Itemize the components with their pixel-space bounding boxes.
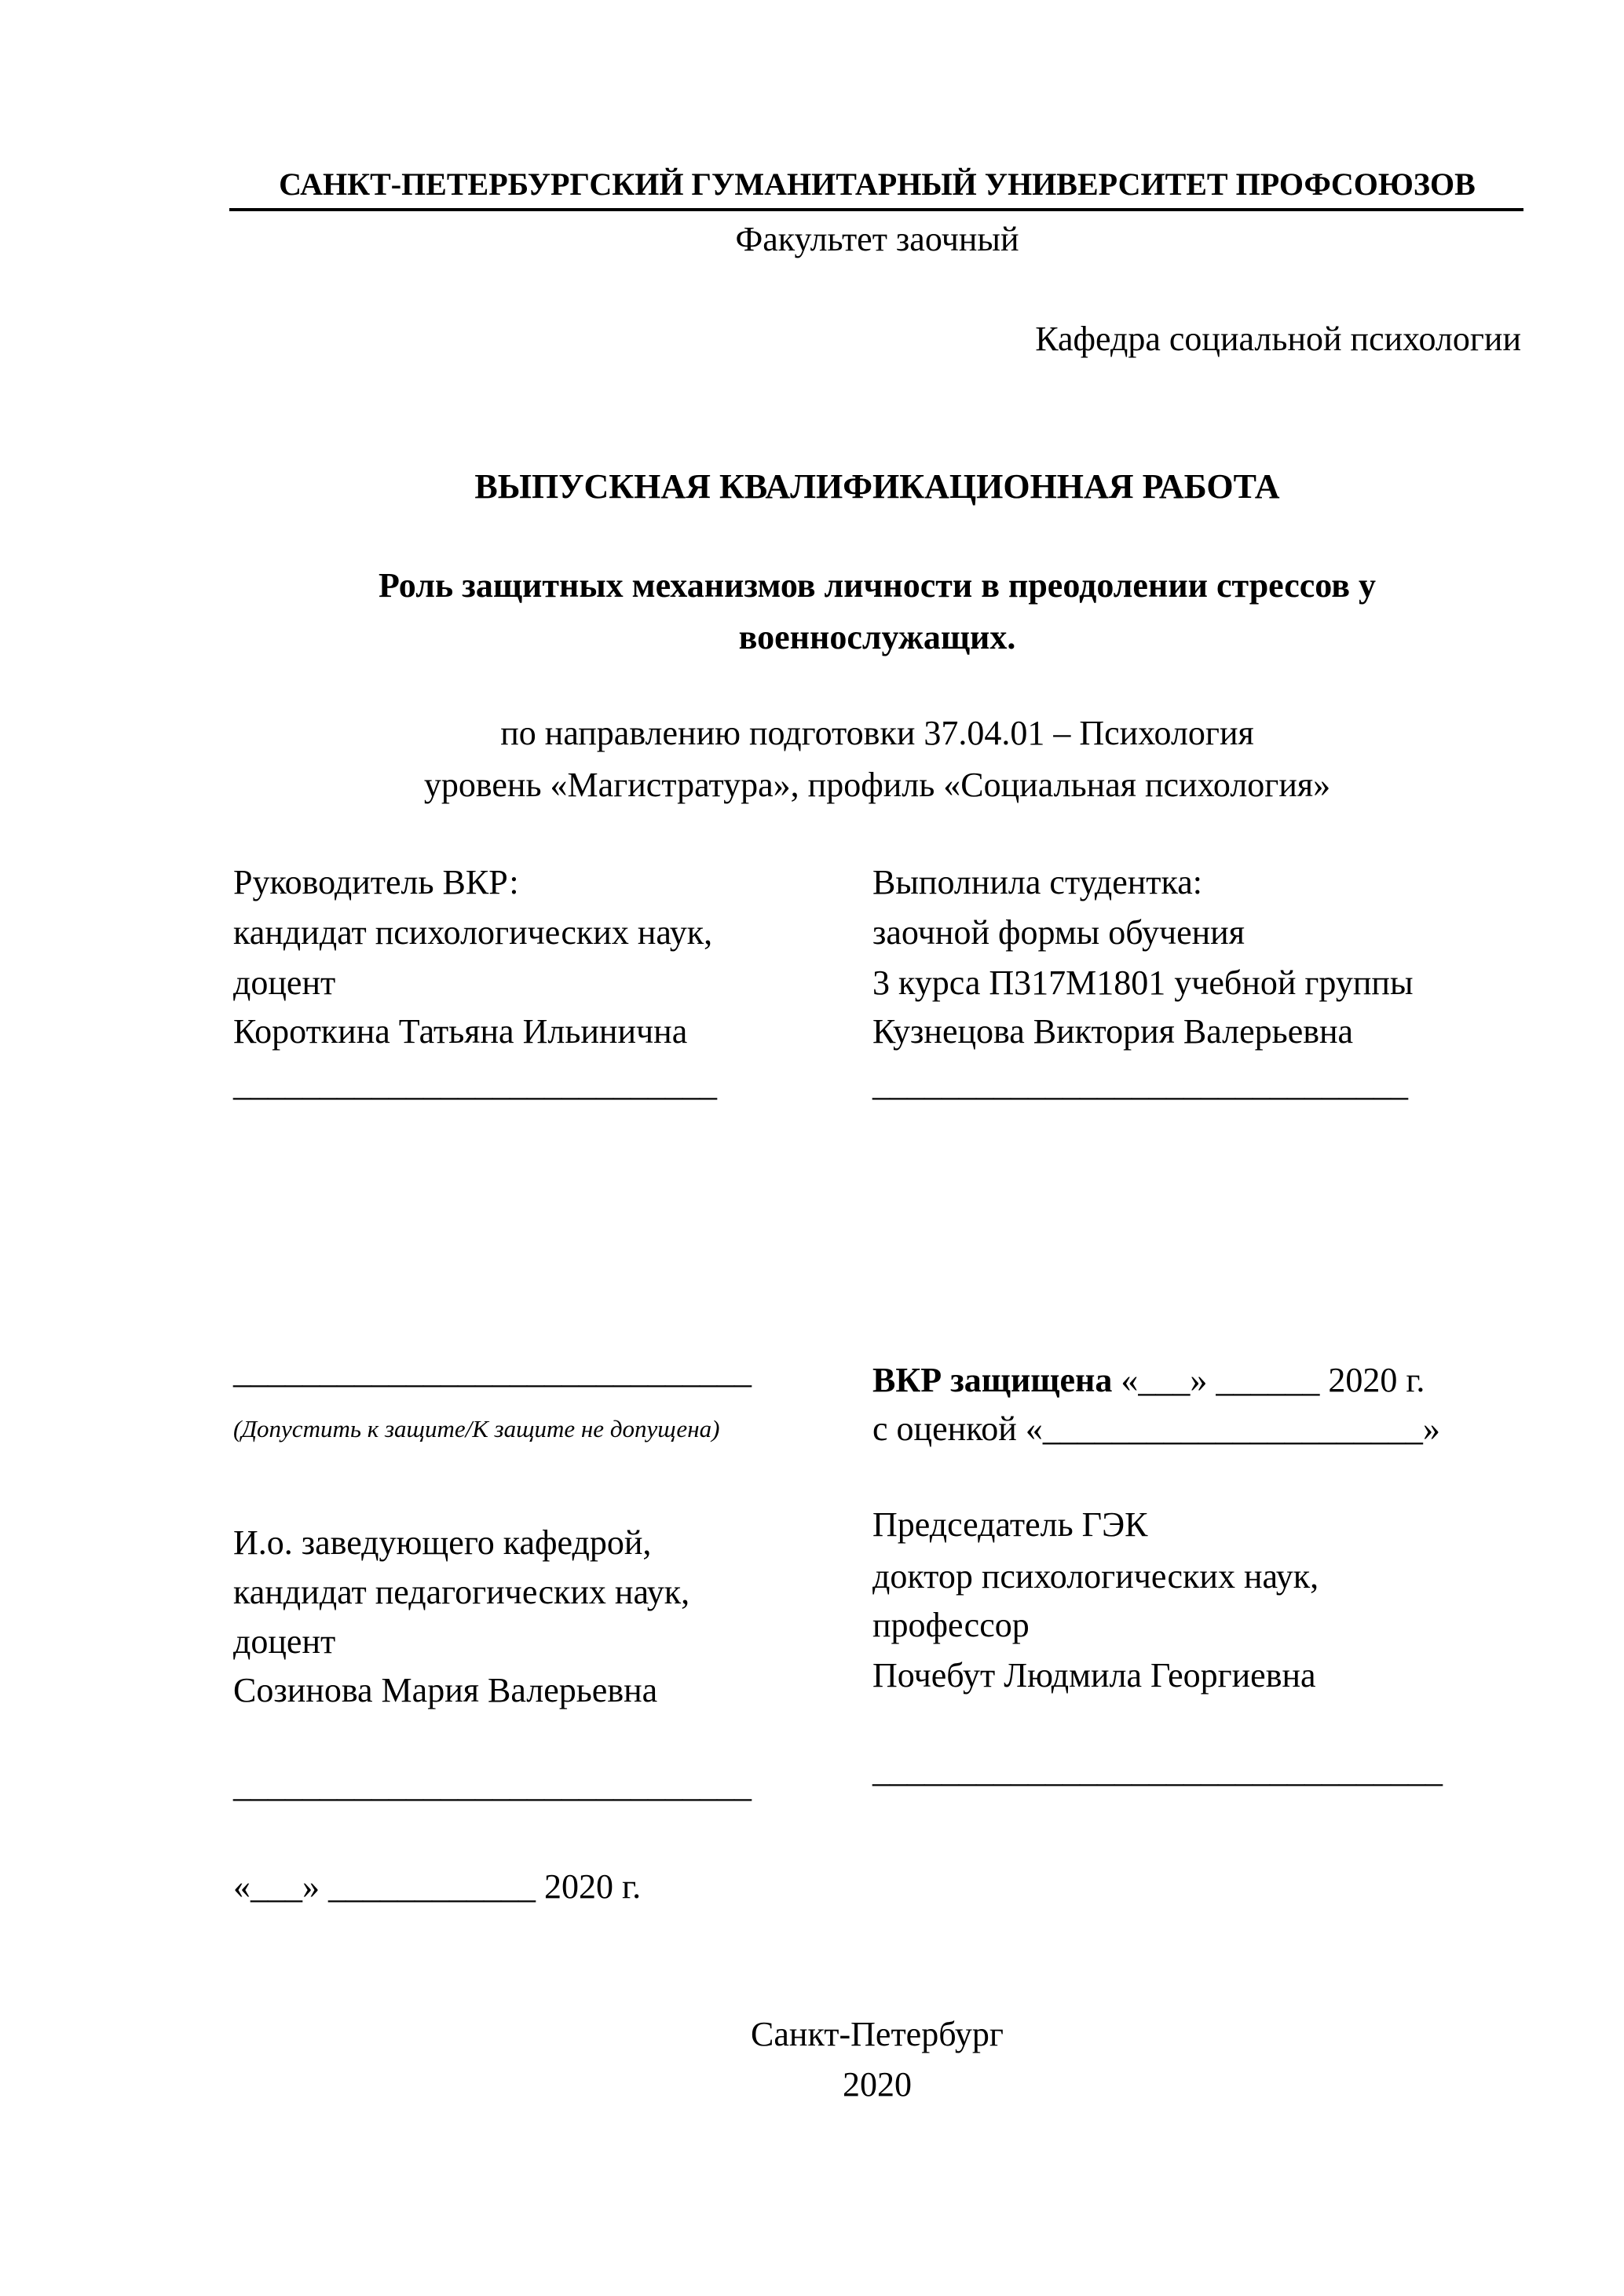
head-title: И.о. заведующего кафедрой, bbox=[233, 1523, 652, 1562]
supervisor-degree: кандидат психологических наук, bbox=[233, 913, 713, 952]
university-name: САНКТ-ПЕТЕРБУРГСКИЙ ГУМАНИТАРНЫЙ УНИВЕРСИТЕТ ПРОФСОЮЗОВ bbox=[279, 166, 1476, 202]
study-level: уровень «Магистратура», профиль «Социальная психология» bbox=[423, 766, 1331, 804]
head-rank: доцент bbox=[233, 1622, 336, 1661]
head-signature-line: ______________________________ bbox=[233, 1766, 752, 1804]
year: 2020 bbox=[843, 2065, 912, 2104]
supervisor-signature-line: ____________________________ bbox=[233, 1065, 717, 1103]
chair-name: Почебут Людмила Георгиевна bbox=[872, 1656, 1316, 1695]
defense-grade: с оценкой «______________________» bbox=[872, 1409, 1440, 1448]
department: Кафедра социальной психологии bbox=[1035, 320, 1521, 358]
admission-note: (Допустить к защите/К защите не допущена) bbox=[233, 1415, 720, 1442]
study-direction: по направлению подготовки 37.04.01 – Психология bbox=[500, 714, 1254, 752]
defense-label: ВКР защищена bbox=[872, 1361, 1113, 1399]
student-signature-line: _______________________________ bbox=[872, 1065, 1408, 1103]
chair-title: Председатель ГЭК bbox=[872, 1505, 1148, 1544]
header-rule bbox=[229, 208, 1523, 211]
supervisor-rank: доцент bbox=[233, 963, 336, 1002]
chair-degree: доктор психологических наук, bbox=[872, 1557, 1319, 1596]
document-type: ВЫПУСКНАЯ КВАЛИФИКАЦИОННАЯ РАБОТА bbox=[474, 467, 1280, 506]
chair-rank: профессор bbox=[872, 1606, 1030, 1644]
head-degree: кандидат педагогических наук, bbox=[233, 1573, 690, 1611]
city: Санкт-Петербург bbox=[751, 2015, 1004, 2053]
thesis-title-line1: Роль защитных механизмов личности в преодолении стрессов у bbox=[379, 566, 1376, 605]
admission-signature-line: ______________________________ bbox=[233, 1352, 752, 1391]
faculty: Факультет заочный bbox=[735, 220, 1019, 258]
supervisor-label: Руководитель ВКР: bbox=[233, 863, 519, 901]
head-date: «___» ____________ 2020 г. bbox=[233, 1867, 642, 1906]
supervisor-name: Короткина Татьяна Ильинична bbox=[233, 1012, 688, 1051]
student-label: Выполнила студентка: bbox=[872, 863, 1202, 901]
student-form: заочной формы обучения bbox=[872, 913, 1245, 952]
student-name: Кузнецова Виктория Валерьевна bbox=[872, 1012, 1354, 1051]
thesis-title-line2: военнослужащих. bbox=[738, 618, 1016, 656]
chair-signature-line: _________________________________ bbox=[872, 1751, 1443, 1790]
defense-date bbox=[872, 1356, 1425, 1405]
student-group: 3 курса П317М1801 учебной группы bbox=[872, 963, 1414, 1002]
defense-date-text: «___» ______ 2020 г. bbox=[1112, 1361, 1425, 1399]
head-name: Созинова Мария Валерьевна bbox=[233, 1671, 658, 1709]
